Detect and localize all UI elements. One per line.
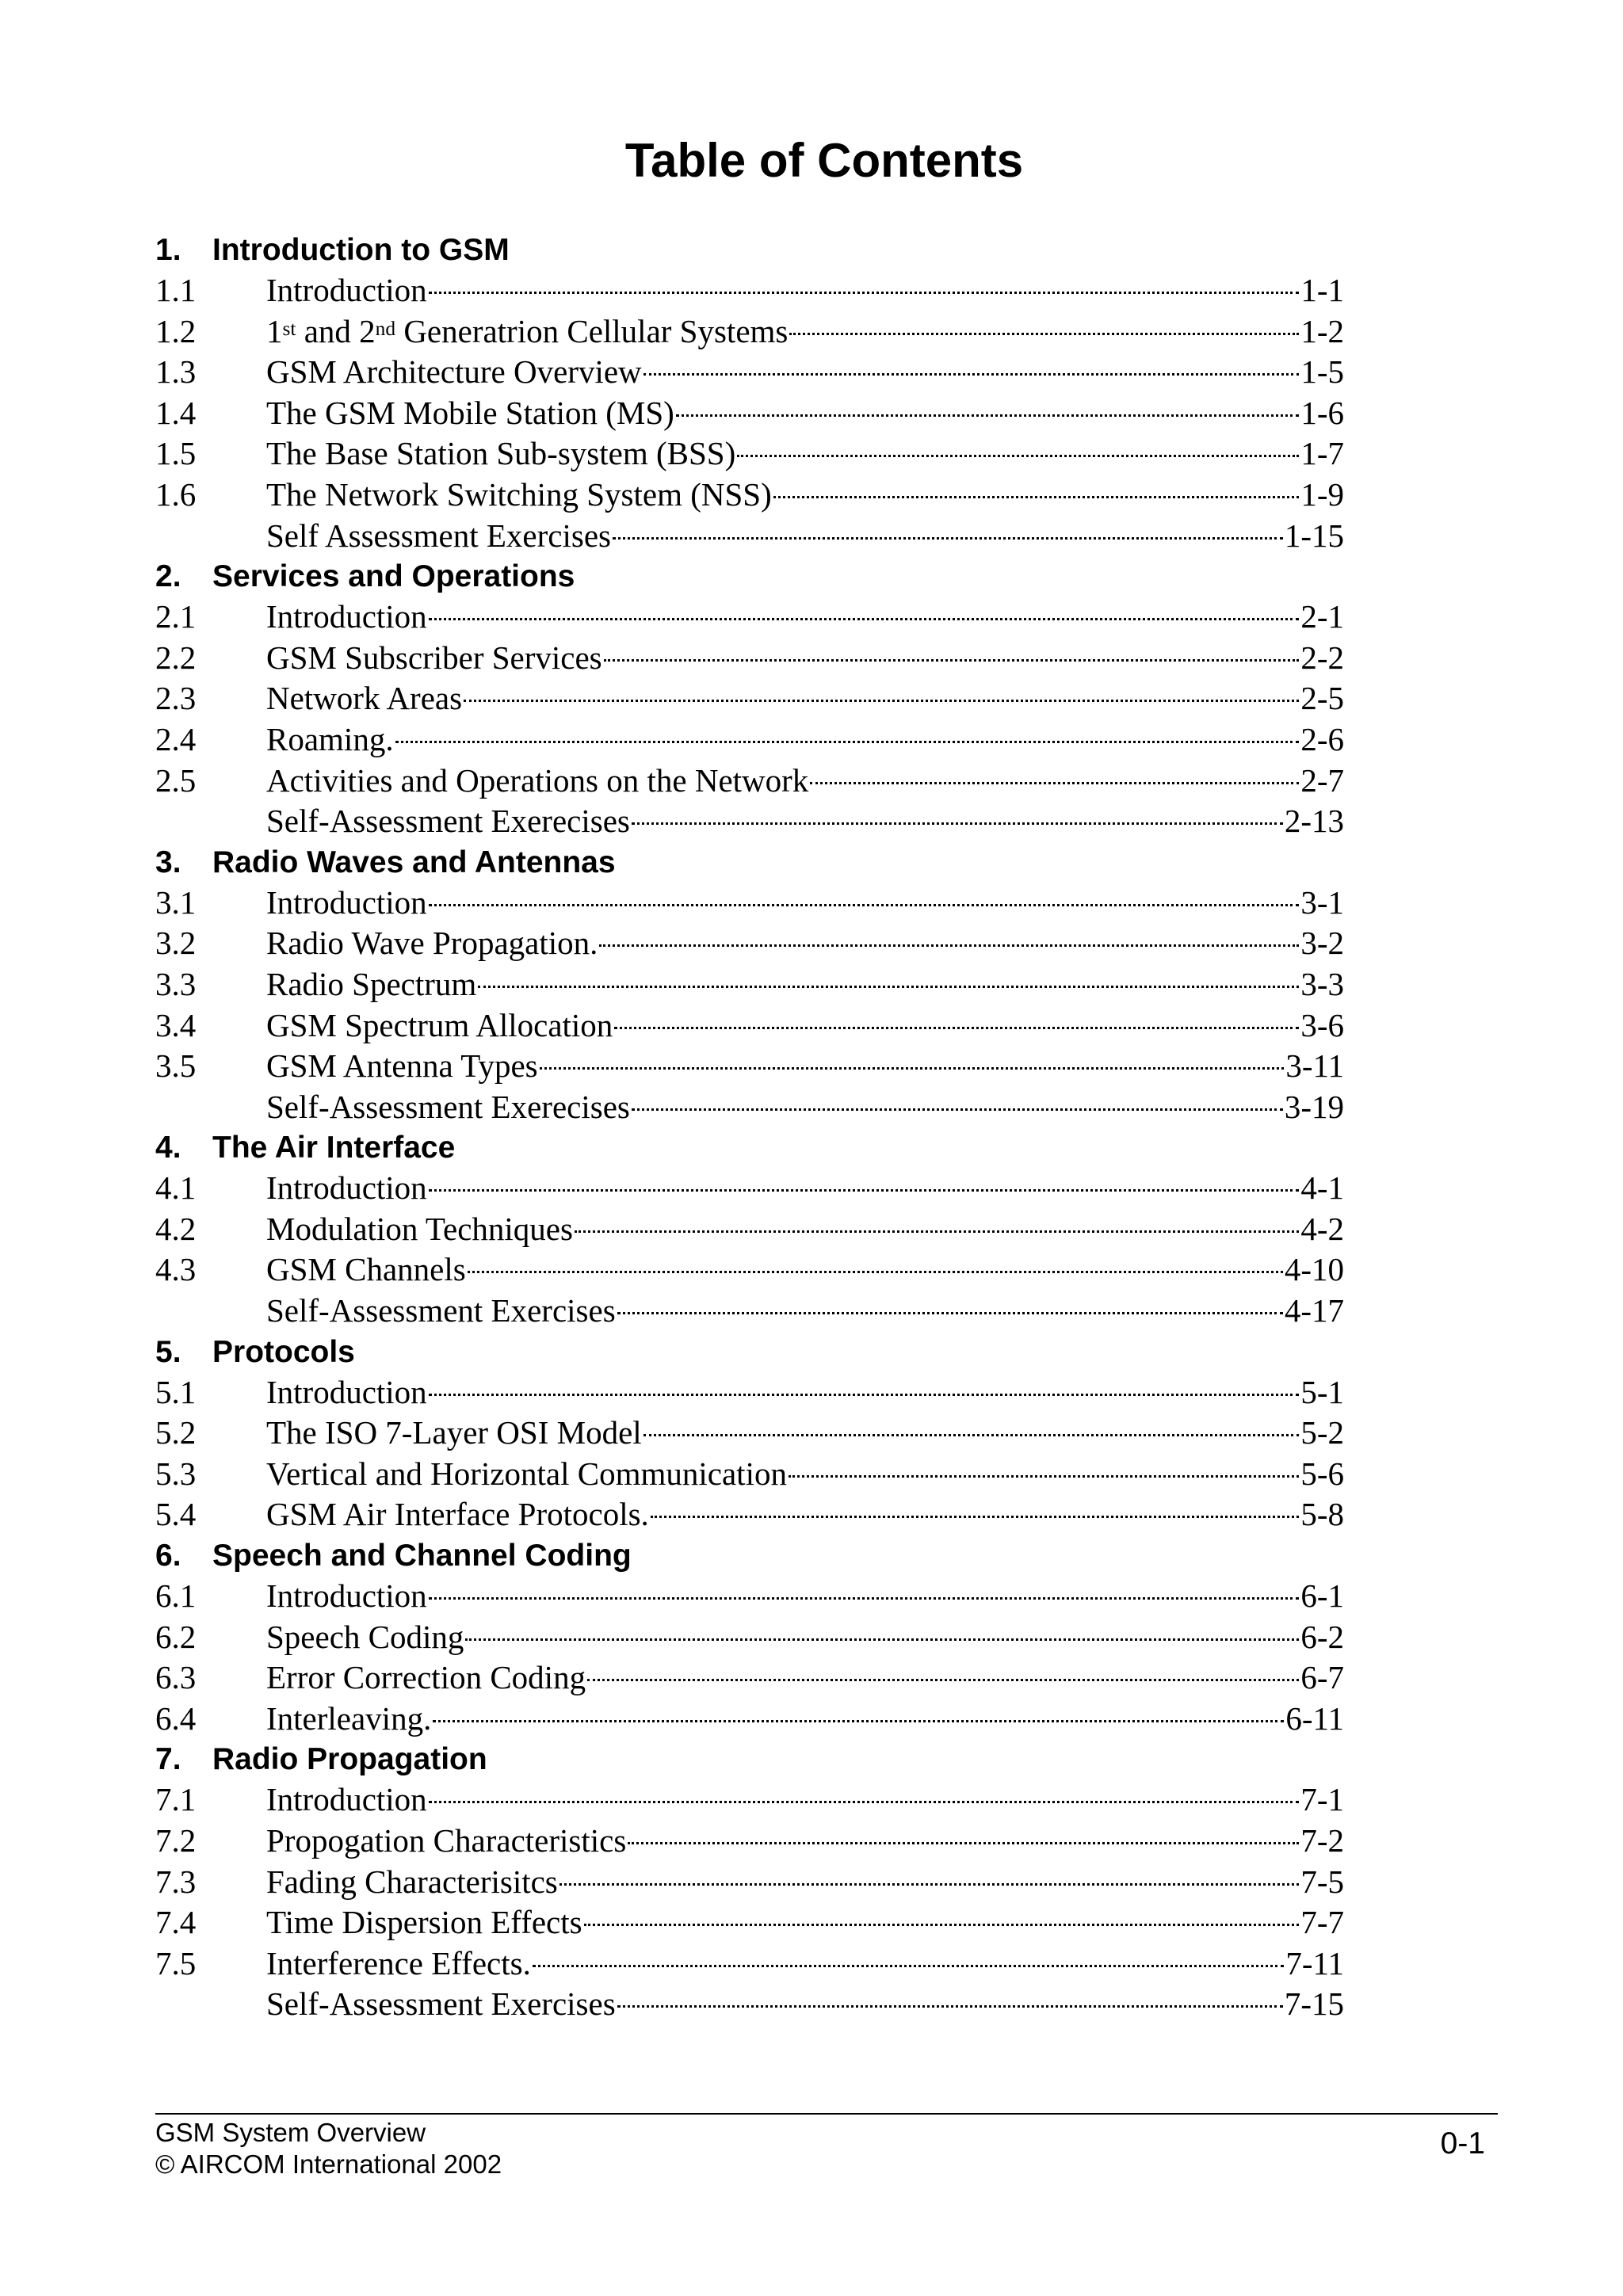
chapter-title: Speech and Channel Coding — [212, 1539, 632, 1573]
footer-page-number: 0-1 — [1440, 2126, 1485, 2161]
dot-leader — [632, 822, 1283, 825]
toc-entry[interactable] — [155, 964, 1344, 1005]
dot-leader — [628, 1841, 1299, 1844]
page-reference: 1-6 — [1300, 394, 1344, 431]
page-reference: 2-2 — [1300, 639, 1344, 676]
chapter-title: Radio Waves and Antennas — [212, 845, 616, 879]
dot-leader — [604, 658, 1300, 662]
section-number: 3.3 — [155, 965, 197, 1002]
page-reference: 6-2 — [1300, 1618, 1344, 1655]
dot-leader — [429, 1393, 1300, 1396]
chapter-heading — [155, 1332, 1344, 1372]
section-title: Self-Assessment Exercises — [266, 1292, 616, 1329]
dot-leader — [533, 1964, 1285, 1967]
chapter-number: 5. — [155, 1334, 181, 1369]
section-title: Network Areas — [266, 680, 463, 717]
section-title: The Base Station Sub-system (BSS) — [266, 435, 736, 472]
page-reference: 4-1 — [1300, 1169, 1344, 1207]
dot-leader — [737, 454, 1299, 457]
dot-leader — [613, 536, 1283, 540]
dot-leader — [651, 1515, 1300, 1518]
toc-entry[interactable] — [155, 1209, 1344, 1250]
page-reference: 7-2 — [1300, 1822, 1344, 1859]
page-reference: 5-2 — [1300, 1414, 1344, 1451]
page-reference: 1-9 — [1300, 475, 1344, 513]
page-reference: 1-7 — [1300, 435, 1344, 472]
page-reference: 7-1 — [1300, 1781, 1344, 1818]
dot-leader — [540, 1066, 1285, 1070]
page-reference: 5-8 — [1300, 1496, 1344, 1533]
section-title: GSM Channels — [266, 1251, 466, 1288]
chapter-title: Protocols — [212, 1334, 355, 1369]
dot-leader — [478, 985, 1299, 988]
section-number: 5.2 — [155, 1414, 197, 1451]
section-title: Self-Assessment Exercises — [266, 1985, 616, 2023]
page-reference: 2-7 — [1300, 761, 1344, 799]
superscript: st — [282, 317, 296, 340]
section-number: 6.4 — [155, 1699, 197, 1737]
page-reference: 3-2 — [1300, 925, 1344, 962]
chapter-title: Introduction to GSM — [212, 233, 510, 267]
toc-entry[interactable] — [155, 883, 1344, 924]
toc-entry[interactable] — [155, 1699, 1344, 1740]
toc-entry[interactable] — [155, 1862, 1344, 1903]
section-number: 3.4 — [155, 1006, 197, 1043]
chapter-title: Radio Propagation — [212, 1742, 487, 1777]
page-reference: 2-6 — [1300, 720, 1344, 757]
dot-leader — [584, 1923, 1300, 1926]
superscript: nd — [375, 317, 396, 340]
dot-leader — [429, 1188, 1300, 1192]
toc-entry[interactable] — [155, 352, 1344, 393]
footer-divider — [155, 2113, 1498, 2115]
page-reference: 4-2 — [1300, 1210, 1344, 1247]
section-number: 1.3 — [155, 353, 197, 391]
dot-leader — [587, 1678, 1299, 1681]
dot-leader — [789, 332, 1299, 335]
page-reference: 3-6 — [1300, 1006, 1344, 1043]
toc-entry[interactable] — [155, 311, 1344, 353]
page-reference: 7-7 — [1300, 1904, 1344, 1941]
section-title: The Network Switching System (NSS) — [266, 475, 772, 513]
page-title: Table of Contents — [624, 134, 1024, 187]
footer-document-title: GSM System Overview — [155, 2118, 426, 2147]
toc-entry[interactable] — [155, 1943, 1344, 1985]
section-number: 2.2 — [155, 639, 197, 676]
section-number: 1.1 — [155, 272, 197, 308]
toc-entry[interactable] — [155, 1454, 1344, 1495]
dot-leader — [429, 903, 1300, 906]
section-title: Modulation Techniques — [266, 1210, 573, 1247]
page-reference: 7-15 — [1284, 1985, 1344, 2023]
chapter-heading — [155, 1739, 1344, 1779]
section-number: 6.3 — [155, 1659, 197, 1696]
chapter-heading — [155, 1127, 1344, 1168]
section-number: 6.2 — [155, 1618, 197, 1655]
toc-entry[interactable] — [155, 393, 1344, 434]
dot-leader — [395, 740, 1300, 743]
section-number: 7.5 — [155, 1944, 197, 1981]
dot-leader — [789, 1474, 1299, 1478]
toc-entry[interactable] — [155, 1046, 1344, 1087]
page-reference: 2-5 — [1300, 680, 1344, 717]
section-title: Introduction — [266, 1781, 427, 1818]
toc-entry[interactable] — [155, 433, 1344, 475]
toc-entry[interactable] — [155, 1413, 1344, 1454]
section-title-part: and 2 — [296, 312, 376, 349]
section-title: GSM Architecture Overview — [266, 353, 642, 391]
toc-entry[interactable] — [155, 1657, 1344, 1699]
section-title: Fading Characterisitcs — [266, 1863, 558, 1900]
section-title-part: 1 — [266, 312, 283, 349]
toc-entry[interactable] — [155, 475, 1344, 516]
page-reference: 3-1 — [1300, 883, 1344, 921]
page-reference: 2-1 — [1300, 598, 1344, 635]
page-reference: 1-5 — [1300, 353, 1344, 391]
page-reference: 4-10 — [1284, 1251, 1344, 1288]
toc-entry[interactable] — [155, 1617, 1344, 1658]
toc-entry[interactable] — [155, 270, 1344, 311]
section-number: 7.2 — [155, 1822, 197, 1859]
page-reference: 1-2 — [1300, 312, 1344, 349]
section-title: GSM Subscriber Services — [266, 639, 602, 676]
dot-leader — [464, 699, 1299, 702]
dot-leader — [617, 1311, 1283, 1314]
section-title: Time Dispersion Effects — [266, 1904, 582, 1941]
section-title: Introduction — [266, 272, 427, 308]
section-title: Introduction — [266, 1577, 427, 1615]
dot-leader — [632, 1108, 1283, 1111]
section-title: Introduction — [266, 1373, 427, 1410]
chapter-heading — [155, 842, 1344, 883]
page-reference: 5-1 — [1300, 1373, 1344, 1410]
section-number: 7.4 — [155, 1904, 197, 1941]
page-reference: 6-1 — [1300, 1577, 1344, 1615]
toc-entry[interactable] — [155, 1168, 1344, 1209]
chapter-heading — [155, 556, 1344, 597]
chapter-title: Services and Operations — [212, 559, 575, 594]
page-reference: 1-1 — [1300, 272, 1344, 308]
section-title: Radio Spectrum — [266, 965, 477, 1002]
footer-copyright: © AIRCOM International 2002 — [155, 2149, 502, 2179]
toc-entry[interactable] — [155, 638, 1344, 679]
toc-entry[interactable] — [155, 1249, 1344, 1291]
toc-entry[interactable] — [155, 1005, 1344, 1047]
section-number: 1.2 — [155, 312, 197, 349]
chapter-number: 6. — [155, 1539, 181, 1573]
dot-leader — [465, 1638, 1299, 1641]
page-reference: 4-17 — [1284, 1292, 1344, 1329]
dot-leader — [614, 1026, 1299, 1029]
toc-entry[interactable] — [155, 719, 1344, 761]
section-number: 1.5 — [155, 435, 197, 472]
section-title: The GSM Mobile Station (MS) — [266, 394, 674, 431]
toc-entry[interactable] — [155, 1821, 1344, 1862]
section-number: 7.3 — [155, 1863, 197, 1900]
section-title: Introduction — [266, 598, 427, 635]
section-title: Self-Assessment Exerecises — [266, 1088, 630, 1125]
section-number: 1.6 — [155, 475, 197, 513]
dot-leader — [559, 1882, 1300, 1886]
chapter-heading — [155, 1535, 1344, 1576]
dot-leader — [617, 2004, 1283, 2008]
section-title: Introduction — [266, 883, 427, 921]
toc-entry[interactable] — [155, 1902, 1344, 1943]
dot-leader — [676, 414, 1300, 417]
section-title: Speech Coding — [266, 1618, 464, 1655]
section-number: 4.3 — [155, 1251, 197, 1288]
dot-leader — [429, 1596, 1300, 1600]
section-title: GSM Antenna Types — [266, 1047, 538, 1085]
chapter-number: 7. — [155, 1742, 181, 1777]
section-title: Introduction — [266, 1169, 427, 1207]
toc-entry[interactable] — [155, 1372, 1344, 1413]
section-title: Radio Wave Propagation. — [266, 925, 598, 962]
chapter-number: 2. — [155, 559, 181, 594]
page-reference: 6-7 — [1300, 1659, 1344, 1696]
page-reference: 5-6 — [1300, 1455, 1344, 1492]
toc-entry[interactable] — [155, 1576, 1344, 1617]
section-number: 7.1 — [155, 1781, 197, 1818]
dot-leader — [643, 372, 1300, 376]
page-reference: 3-19 — [1284, 1088, 1344, 1125]
toc-entry[interactable] — [155, 516, 1344, 557]
section-title: Interleaving. — [266, 1699, 432, 1737]
section-title: GSM Air Interface Protocols. — [266, 1496, 649, 1533]
toc-entry[interactable] — [155, 597, 1344, 638]
table-of-contents — [155, 230, 1344, 2025]
toc-entry[interactable] — [155, 801, 1344, 842]
section-number: 3.2 — [155, 925, 197, 962]
dot-leader — [429, 291, 1300, 294]
section-title: GSM Spectrum Allocation — [266, 1006, 613, 1043]
dot-leader — [468, 1270, 1283, 1273]
section-number: 2.4 — [155, 720, 197, 757]
page-reference: 3-11 — [1285, 1047, 1344, 1085]
chapter-title: The Air Interface — [212, 1131, 456, 1165]
toc-entry[interactable] — [155, 1779, 1344, 1821]
section-number: 3.1 — [155, 883, 197, 921]
section-title — [266, 311, 788, 353]
section-number: 2.5 — [155, 761, 197, 799]
section-number: 4.2 — [155, 1210, 197, 1247]
footer-left — [155, 2117, 502, 2180]
section-title: Activities and Operations on the Network — [266, 761, 809, 799]
dot-leader — [810, 781, 1299, 784]
section-title: Roaming. — [266, 720, 394, 757]
section-number: 4.1 — [155, 1169, 197, 1207]
section-title: Interference Effects. — [266, 1944, 531, 1981]
section-title: Self Assessment Exercises — [266, 517, 611, 554]
section-number: 6.1 — [155, 1577, 197, 1615]
section-title: Error Correction Coding — [266, 1659, 586, 1696]
dot-leader — [599, 944, 1299, 947]
toc-entry[interactable] — [155, 923, 1344, 964]
section-number: 5.3 — [155, 1455, 197, 1492]
chapter-heading — [155, 230, 1344, 270]
dot-leader — [643, 1433, 1300, 1436]
page-reference: 2-13 — [1284, 803, 1344, 840]
section-title: Self-Assessment Exerecises — [266, 803, 630, 840]
section-number: 1.4 — [155, 394, 197, 431]
page-reference: 3-3 — [1300, 965, 1344, 1002]
dot-leader — [773, 495, 1300, 498]
page-reference: 7-11 — [1285, 1944, 1344, 1981]
chapter-number: 1. — [155, 233, 181, 267]
dot-leader — [433, 1719, 1284, 1722]
chapter-number: 3. — [155, 845, 181, 879]
page-reference: 1-15 — [1284, 517, 1344, 554]
section-title: Propogation Characteristics — [266, 1822, 627, 1859]
toc-entry[interactable] — [155, 1087, 1344, 1128]
section-number: 2.1 — [155, 598, 197, 635]
section-title: The ISO 7-Layer OSI Model — [266, 1414, 642, 1451]
toc-entry[interactable] — [155, 1291, 1344, 1332]
toc-entry[interactable] — [155, 761, 1344, 802]
section-title-part: Generatrion Cellular Systems — [395, 312, 789, 349]
dot-leader — [429, 1800, 1300, 1803]
section-title: Vertical and Horizontal Communication — [266, 1455, 787, 1492]
toc-entry[interactable] — [155, 678, 1344, 719]
section-number: 3.5 — [155, 1047, 197, 1085]
chapter-number: 4. — [155, 1131, 181, 1165]
toc-entry[interactable] — [155, 1984, 1344, 2025]
section-number: 5.1 — [155, 1373, 197, 1410]
page-reference: 6-11 — [1285, 1699, 1344, 1737]
dot-leader — [575, 1230, 1299, 1233]
toc-entry[interactable] — [155, 1494, 1344, 1535]
section-number: 2.3 — [155, 680, 197, 717]
page-reference: 7-5 — [1300, 1863, 1344, 1900]
section-number: 5.4 — [155, 1496, 197, 1533]
dot-leader — [429, 617, 1300, 620]
